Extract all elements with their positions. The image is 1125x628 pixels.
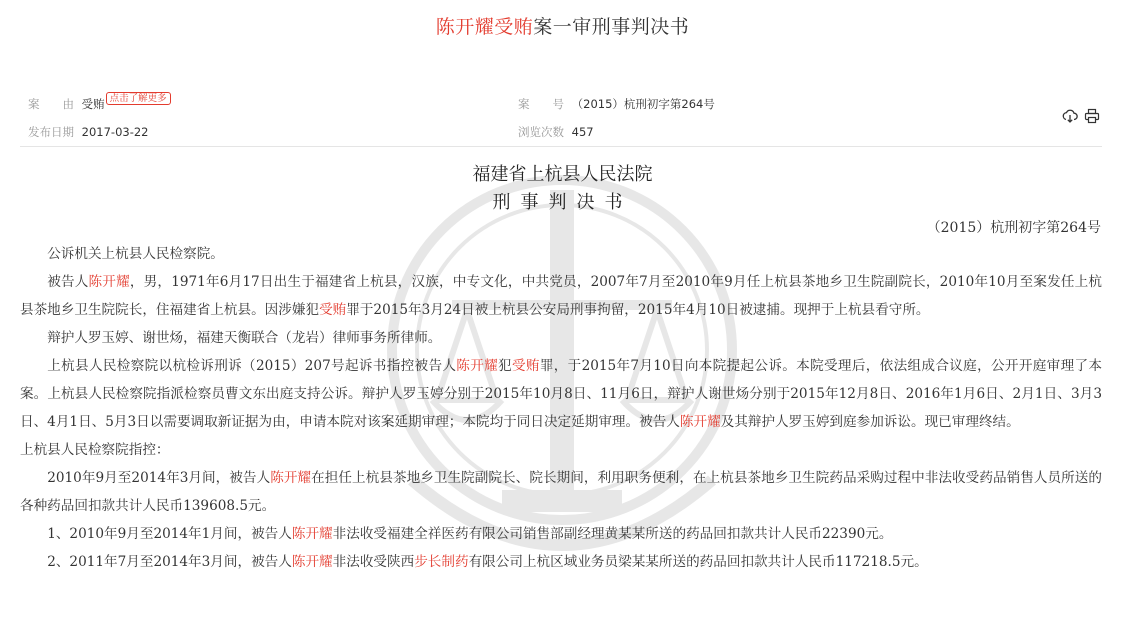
paragraph-defendant: 被告人陈开耀，男，1971年6月17日出生于福建省上杭县，汉族，中专文化，中共党员，2007年7月至2010年9月任上杭县茶地乡卫生院副院长，2010年10月至案发任上杭县茶地乡卫生院院长，住福建省上杭县。因涉嫌犯受贿罪于2015年3月24日被上杭县公安局刑事拘留，2015年4月10日被逮捕。现押于上杭县看守所。 <box>20 274 1102 318</box>
case-number-value: （2015）杭刑初字第264号 <box>571 97 715 111</box>
publish-date-row <box>28 124 149 140</box>
download-icon[interactable] <box>1062 108 1078 124</box>
print-icon[interactable] <box>1084 108 1100 124</box>
defendant-name: 陈开耀 <box>679 414 721 430</box>
views-row <box>518 124 594 140</box>
case-number-label: 案 号 <box>518 97 564 111</box>
defendant-name: 陈开耀 <box>270 470 312 486</box>
paragraph-defense-counsel: 辩护人罗玉婷、谢世炀，福建天衡联合（龙岩）律师事务所律师。 <box>47 330 442 346</box>
title-suffix: 案一审刑事判决书 <box>533 16 690 38</box>
document-number: （2015）杭刑初字第264号 <box>926 220 1101 236</box>
page-title <box>0 12 1125 39</box>
title-defendant-name: 陈开耀 <box>435 16 495 38</box>
toolbar <box>1062 108 1100 124</box>
company-highlight: 步长制药 <box>414 554 469 570</box>
paragraph-count-2: 2、2011年7月至2014年3月间，被告人陈开耀非法收受陕西步长制药有限公司上杭区域业务员梁某某所送的药品回扣款共计人民币117218.5元。 <box>47 554 928 570</box>
case-cause-row <box>28 93 171 112</box>
title-crime: 受贿 <box>494 16 534 38</box>
publish-date-label: 发布日期 <box>28 125 74 139</box>
case-number-row <box>518 96 715 112</box>
views-value: 457 <box>571 125 594 139</box>
judgment-body <box>20 240 1102 576</box>
crime-highlight: 受贿 <box>511 358 540 374</box>
header-divider <box>20 146 1102 147</box>
document-type: 刑事判决书 <box>492 192 633 213</box>
publish-date-value: 2017-03-22 <box>81 125 149 139</box>
views-label: 浏览次数 <box>518 125 564 139</box>
learn-more-tag[interactable]: 点击了解更多 <box>106 92 171 105</box>
paragraph-procedure: 上杭县人民检察院以杭检诉刑诉（2015）207号起诉书指控被告人陈开耀犯受贿罪，于2015年7月10日向本院提起公诉。本院受理后，依法组成合议庭，公开开庭审理了本案。上杭县人民检察院指派检察员曹文东出庭支持公诉。辩护人罗玉婷分别于2015年10月8日、11月6日，辩护人谢世炀分别于2015年12月8日、2016年1月6日、2月1日、3月3日、4月1日、5月3日以需要调取新证据为由，申请本院对该案延期审理；本院均于同日决定延期审理。被告人陈开耀及其辩护人罗玉婷到庭参加诉讼。现已审理终结。 <box>20 358 1103 430</box>
paragraph-prosecutor: 公诉机关上杭县人民检察院。 <box>47 246 224 262</box>
paragraph-accusation: 2010年9月至2014年3月间，被告人陈开耀在担任上杭县茶地乡卫生院副院长、院长期间，利用职务便利，在上杭县茶地乡卫生院药品采购过程中非法收受药品销售人员所送的各种药品回扣款共计人民币139608.5元。 <box>20 470 1103 514</box>
defendant-name: 陈开耀 <box>88 274 130 290</box>
defendant-name: 陈开耀 <box>456 358 499 374</box>
paragraph-accusation-heading: 上杭县人民检察院指控： <box>20 442 170 458</box>
paragraph-count-1: 1、2010年9月至2014年1月间，被告人陈开耀非法收受福建全祥医药有限公司销售部副经理黄某某所送的药品回扣款共计人民币22390元。 <box>47 526 893 542</box>
crime-highlight: 受贿 <box>319 302 347 318</box>
case-cause-value: 受贿 <box>81 97 105 111</box>
court-name: 福建省上杭县人民法院 <box>472 164 653 185</box>
case-cause-label: 案 由 <box>28 97 74 111</box>
defendant-name: 陈开耀 <box>291 554 333 570</box>
defendant-name: 陈开耀 <box>291 526 333 542</box>
